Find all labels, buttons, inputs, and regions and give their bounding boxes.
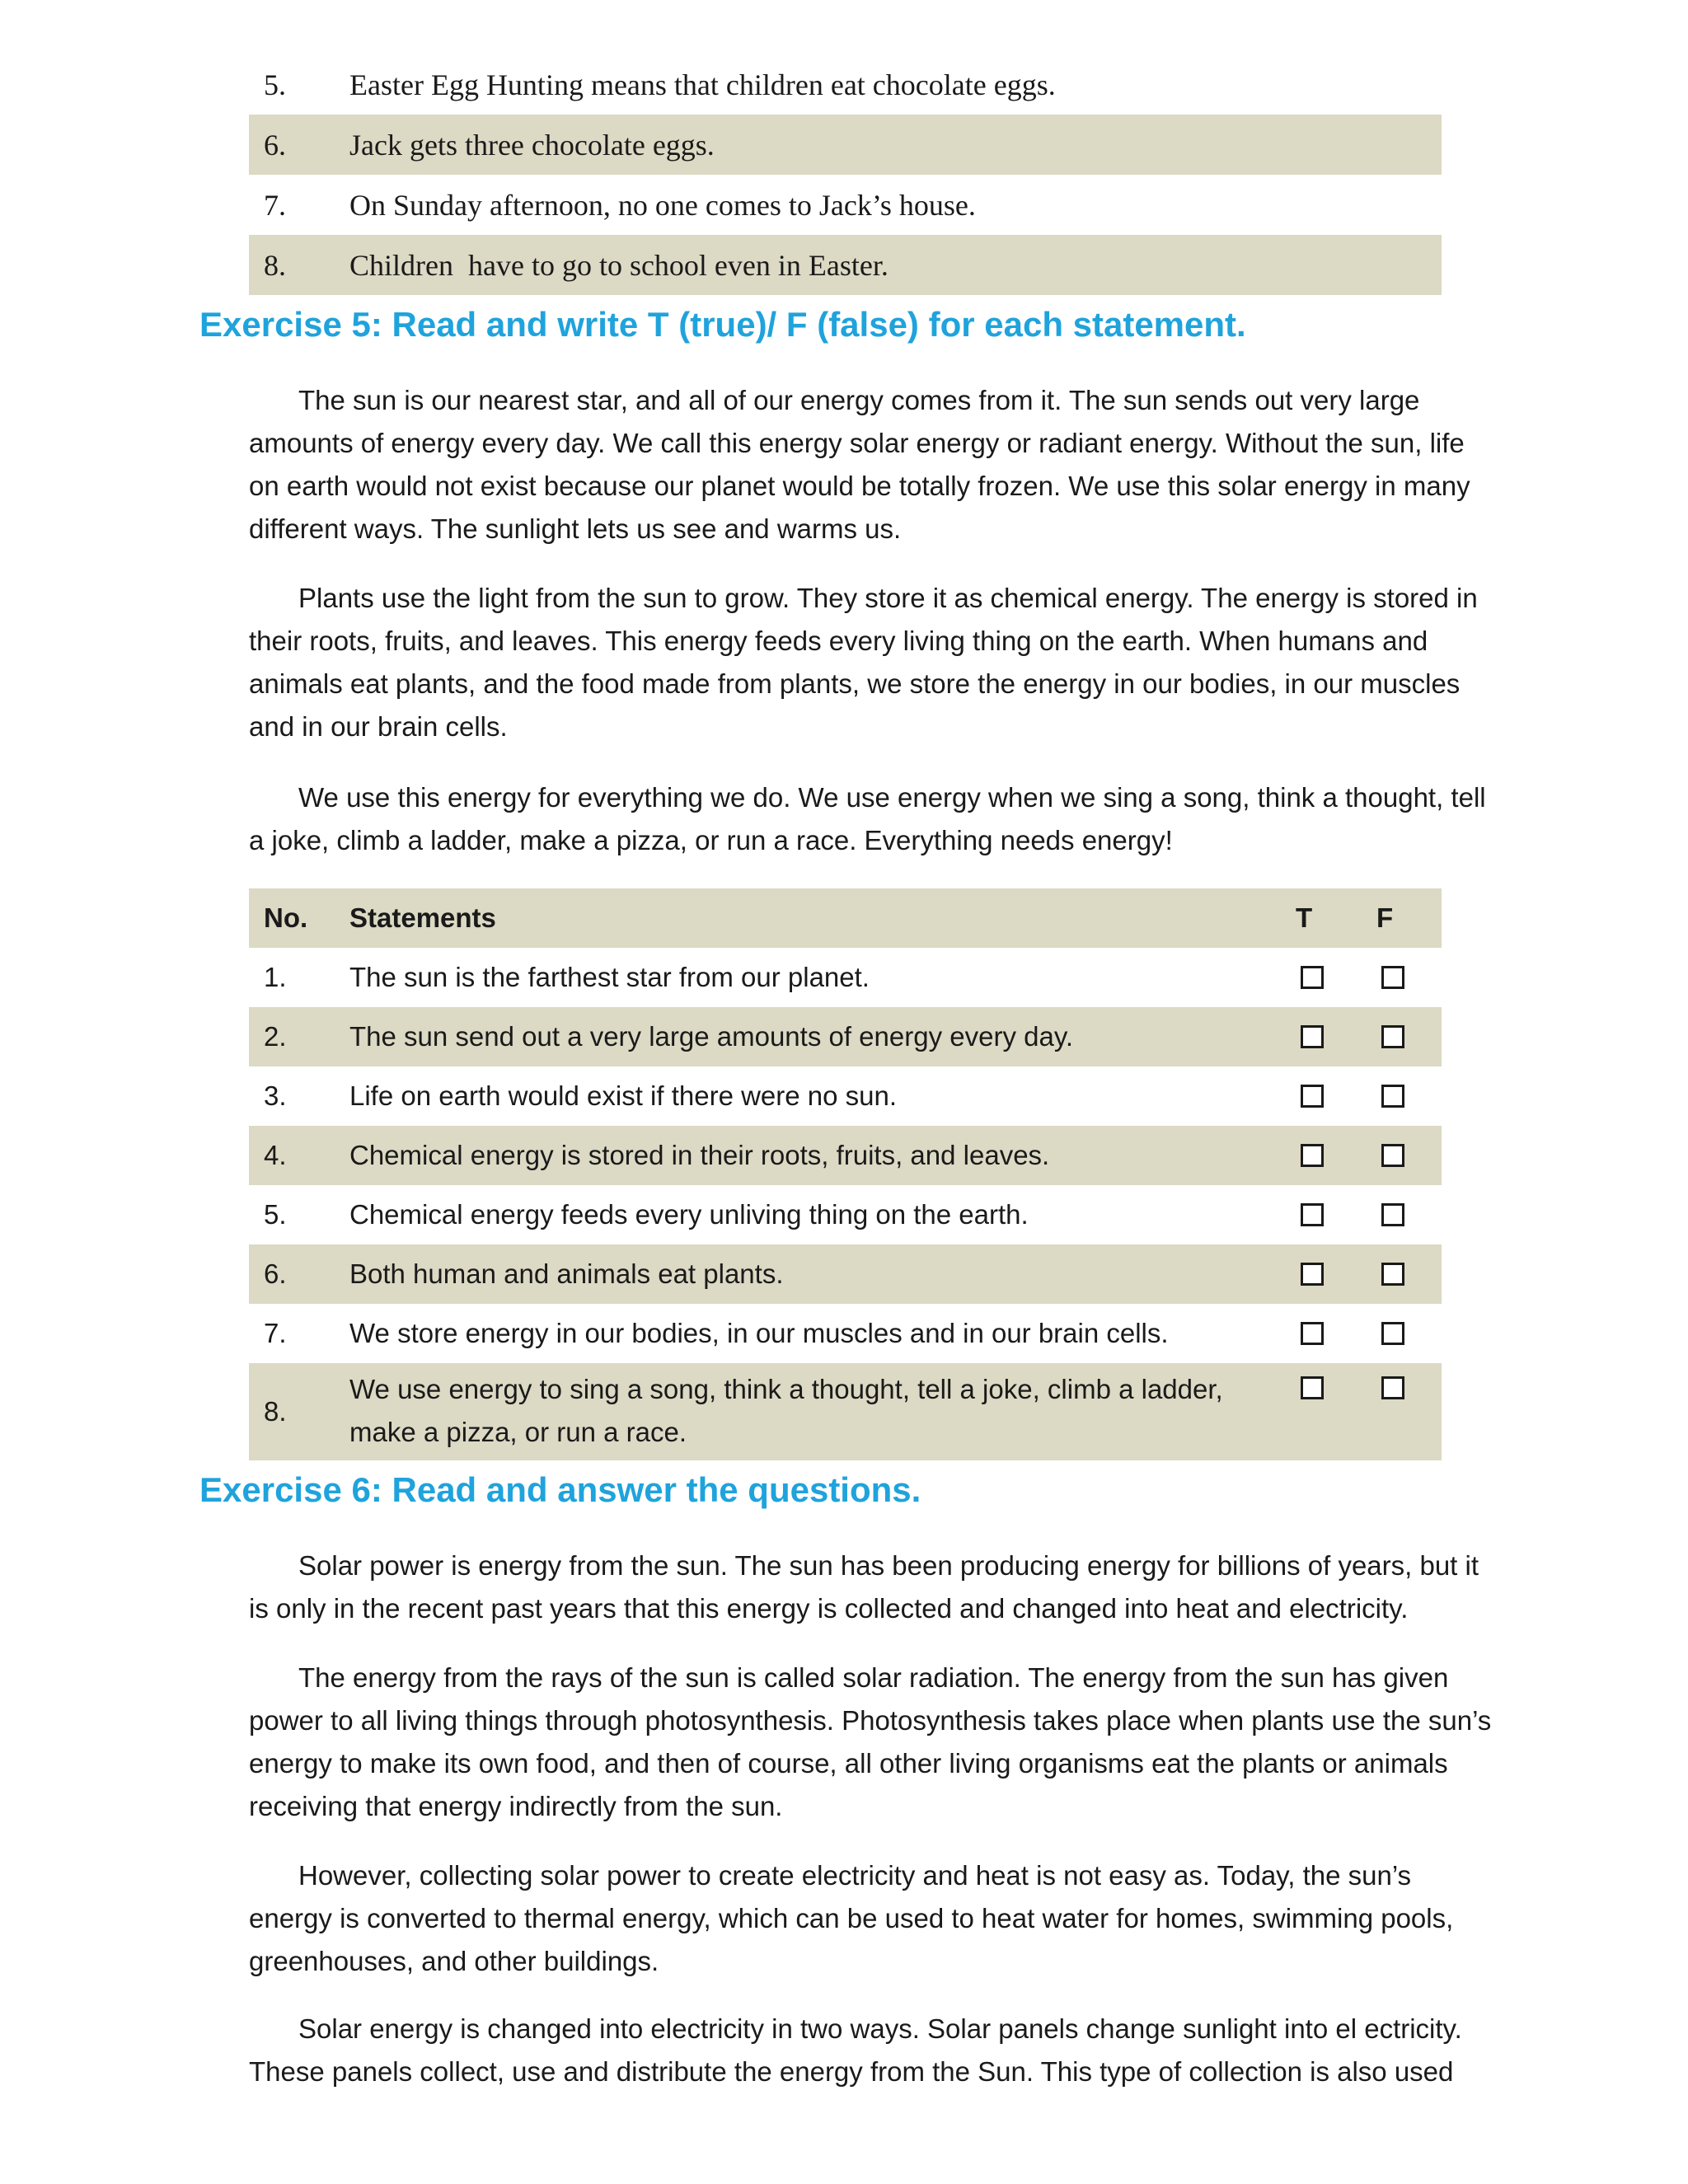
table-row [249,1363,1442,1460]
exercise-5-paragraph-3: We use this energy for everything we do. We use energy when we sing a song, think a thought, tell a joke, climb a ladder, make a pizza, or run a race. Everything needs energy! [249,782,1486,855]
true-checkbox[interactable] [1301,1263,1324,1286]
table-header-row [249,888,1442,948]
true-checkbox[interactable] [1301,966,1324,989]
table-row [249,1244,1442,1304]
false-checkbox[interactable] [1381,1263,1404,1286]
row-statement: Life on earth would exist if there were no sun. [349,1080,898,1111]
row-statement: Both human and animals eat plants. [349,1258,784,1289]
table-row [249,115,1442,175]
row-number: 5. [264,68,286,101]
row-number: 2. [264,1021,287,1052]
exercise-6-paragraph-4: Solar energy is changed into electricity in two ways. Solar panels change sunlight into el ectricity. These panels collect, use and distribute the energy from the Sun. This type of collection is also used [249,2013,1462,2087]
exercise-5-paragraph-1: The sun is our nearest star, and all of our energy comes from it. The sun sends out very large amounts of energy every day. We call this energy solar energy or radiant energy. Without the sun, life on earth would not exist because our planet would be totally frozen. We use this solar energy in many different ways. The sunlight lets us see and warms us. [249,385,1470,544]
row-number: 5. [264,1199,287,1230]
row-number: 7. [264,188,286,222]
table-row [249,948,1442,1007]
row-number: 3. [264,1080,287,1111]
table-row [249,235,1442,295]
false-checkbox[interactable] [1381,1376,1404,1399]
true-false-table [249,888,1442,1460]
row-number: 4. [264,1140,287,1170]
header-true: T [1296,902,1313,933]
table-row [249,1185,1442,1244]
false-checkbox[interactable] [1381,1025,1404,1048]
false-checkbox[interactable] [1381,1144,1404,1167]
header-no: No. [264,902,308,933]
exercise-5-heading: Exercise 5: Read and write T (true)/ F (false) for each statement. [199,305,1246,344]
table-row [249,1066,1442,1126]
table-row [249,54,1442,115]
false-checkbox[interactable] [1381,1203,1404,1226]
row-statement: Chemical energy is stored in their roots, fruits, and leaves. [349,1140,1050,1170]
true-checkbox[interactable] [1301,1144,1324,1167]
row-statement: On Sunday afternoon, no one comes to Jack’s house. [349,188,976,222]
true-checkbox[interactable] [1301,1025,1324,1048]
row-statement: The sun send out a very large amounts of energy every day. [349,1021,1074,1052]
exercise-6-paragraph-1: Solar power is energy from the sun. The sun has been producing energy for billions of years, but it is only in the recent past years that this energy is collected and changed into heat and electricity. [249,1550,1479,1624]
row-statement: Children have to go to school even in Easter. [349,248,889,282]
false-checkbox[interactable] [1381,1322,1404,1345]
true-checkbox[interactable] [1301,1203,1324,1226]
table-row [249,1126,1442,1185]
exercise-6-paragraph-3: However, collecting solar power to create electricity and heat is not easy as. Today, the sun’s energy is converted to thermal energy, which can be used to heat water for homes, swimming pools, greenhouses, and other buildings. [249,1860,1454,1976]
row-statement: We use energy to sing a song, think a thought, tell a joke, climb a ladder, make a pizza, or run a race. [349,1374,1223,1447]
row-number: 6. [264,128,286,162]
row-number: 6. [264,1258,287,1289]
exercise-6-heading: Exercise 6: Read and answer the questions. [199,1470,921,1509]
row-statement: We store energy in our bodies, in our muscles and in our brain cells. [349,1318,1169,1348]
row-number: 1. [264,962,287,992]
header-statements: Statements [349,902,496,933]
row-statement: Jack gets three chocolate eggs. [349,128,715,162]
true-checkbox[interactable] [1301,1322,1324,1345]
table-row [249,1007,1442,1066]
row-number: 8. [264,248,286,282]
false-checkbox[interactable] [1381,966,1404,989]
table-row [249,1304,1442,1363]
exercise-6-paragraph-2: The energy from the rays of the sun is called solar radiation. The energy from the sun has given power to all living things through photosynthesis. Photosynthesis takes place when plants use the sun’s energy to make its own food, and then of course, all other living organisms eat the plants or animals receiving that energy indirectly from the sun. [249,1662,1492,1821]
header-false: F [1376,902,1394,933]
story-statements-table [249,54,1442,295]
true-checkbox[interactable] [1301,1085,1324,1108]
table-row [249,175,1442,235]
row-statement: Easter Egg Hunting means that children eat chocolate eggs. [349,68,1056,101]
true-checkbox[interactable] [1301,1376,1324,1399]
row-statement: Chemical energy feeds every unliving thing on the earth. [349,1199,1029,1230]
row-statement: The sun is the farthest star from our planet. [349,962,870,992]
row-number: 8. [264,1396,287,1427]
exercise-5-paragraph-2: Plants use the light from the sun to grow. They store it as chemical energy. The energy is stored in their roots, fruits, and leaves. This energy feeds every living thing on the earth. When humans and animals eat plants, and the food made from plants, we store the energy in our bodies, in our muscles and in our brain cells. [249,583,1478,742]
row-number: 7. [264,1318,287,1348]
false-checkbox[interactable] [1381,1085,1404,1108]
